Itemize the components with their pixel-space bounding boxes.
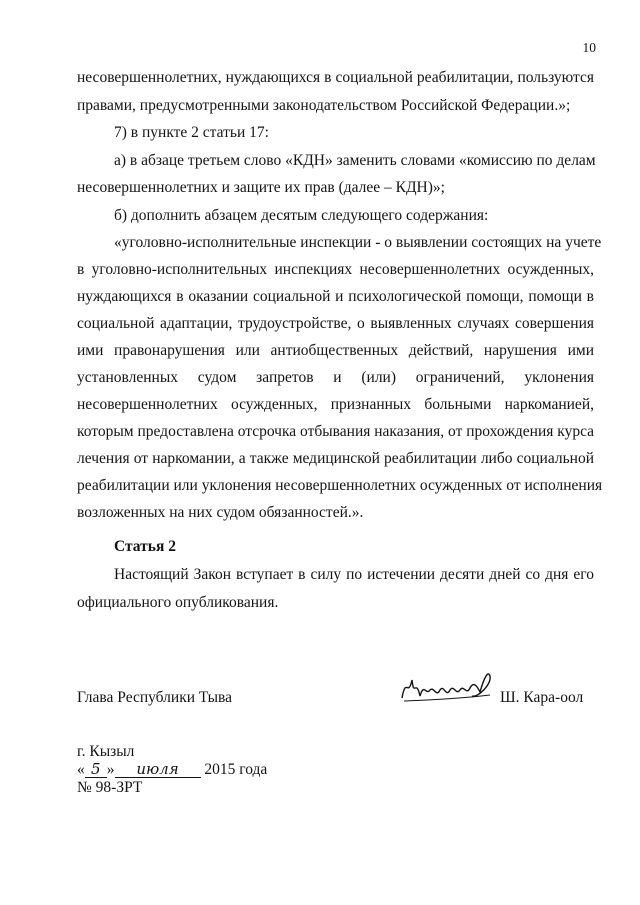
body-line: б) дополнить абзацем десятым следующего содержания: — [114, 207, 489, 224]
body-line: правами, предусмотренными законодательством Российской Федерации.»; — [77, 97, 571, 114]
body-line: несовершеннолетних, нуждающихся в социальной реабилитации, пользуются — [77, 69, 594, 86]
body-line: «уголовно-исполнительные инспекции - о выявлении состоящих на учете — [114, 234, 602, 251]
body-line: в уголовно-исполнительных инспекциях несовершеннолетних осужденных, — [77, 261, 594, 278]
signing-date — [77, 760, 267, 780]
body-line: социальной адаптации, трудоустройстве, о выявленных случаях совершения — [77, 315, 594, 332]
date-close-quote: » — [106, 761, 115, 778]
city: г. Кызыл — [77, 743, 135, 760]
body-line: возложенных на них судом обязанностей.». — [77, 504, 364, 521]
article-2-heading: Статья 2 — [114, 538, 176, 555]
date-year: 2015 года — [204, 761, 268, 778]
article-2-line: Настоящий Закон вступает в силу по истечении десяти дней со дня его — [114, 566, 594, 583]
date-open-quote: « — [77, 761, 85, 778]
body-line: а) в абзаце третьем слово «КДН» заменить словами «комиссию по делам — [114, 152, 596, 169]
page-number: 10 — [582, 40, 596, 55]
body-line: несовершеннолетних осужденных, признанных больными наркоманией, — [77, 396, 594, 413]
handwritten-signature — [398, 668, 498, 708]
body-line: которым предоставлена отсрочка отбывания наказания, от прохождения курса — [77, 423, 595, 440]
date-day: 5 — [85, 761, 107, 778]
body-line: нуждающихся в оказании социальной и психологической помощи, помощи в — [77, 288, 594, 305]
signatory-name: Ш. Кара-оол — [500, 689, 584, 706]
body-line: 7) в пункте 2 статьи 17: — [114, 124, 269, 141]
body-line: несовершеннолетних и защите их прав (далее – КДН)»; — [77, 179, 445, 196]
signatory-title: Глава Республики Тыва — [77, 689, 233, 706]
date-month: июля — [115, 761, 201, 778]
law-number: № 98-ЗРТ — [77, 779, 143, 796]
article-2-line: официального опубликования. — [77, 594, 279, 611]
body-line: ими правонарушения или антиобщественных действий, нарушения ими — [77, 342, 594, 359]
body-line: лечения от наркомании, а также медицинской реабилитации либо социальной — [77, 450, 594, 467]
body-line: установленных судом запретов и (или) ограничений, уклонения — [77, 369, 594, 386]
body-line: реабилитации или уклонения несовершеннолетних осужденных от исполнения — [77, 477, 603, 494]
